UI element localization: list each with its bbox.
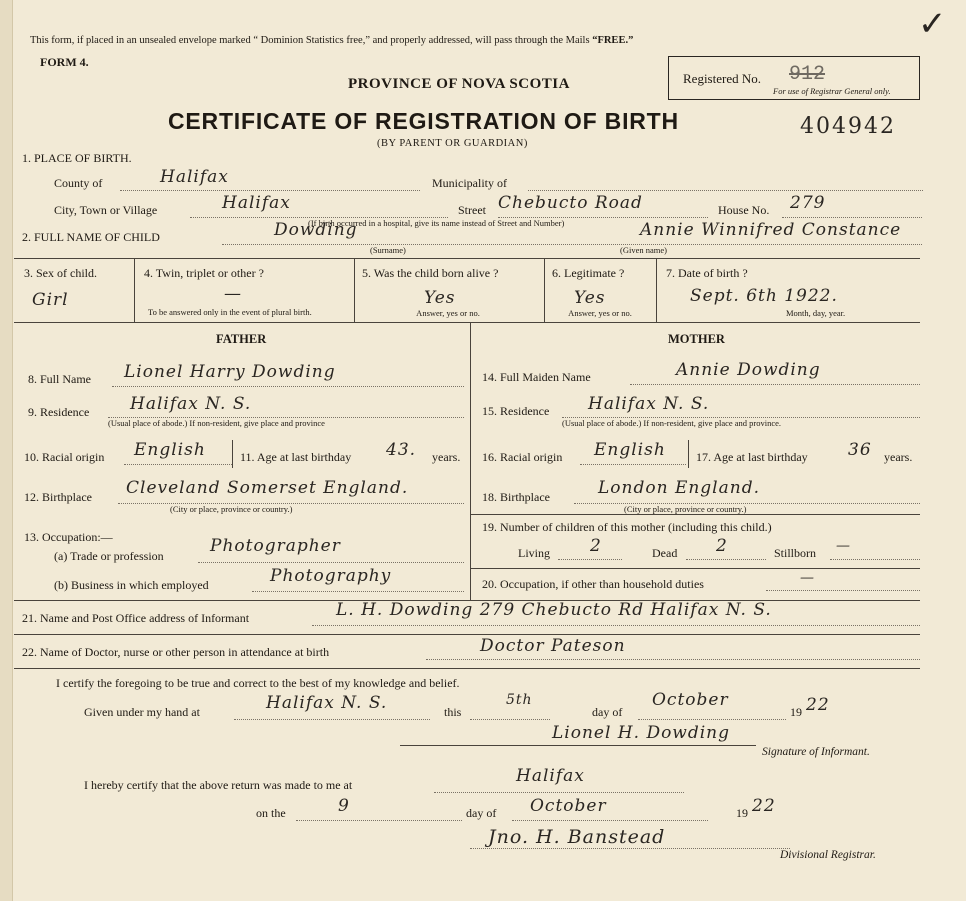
stillborn-value: — bbox=[836, 538, 851, 554]
mailing-notice bbox=[30, 35, 633, 46]
check-mark: ✓ bbox=[918, 4, 948, 44]
mother-residence-label: 15. Residence bbox=[482, 404, 550, 418]
mother-name-label: 14. Full Maiden Name bbox=[482, 370, 591, 384]
sex-label: 3. Sex of child. bbox=[24, 266, 97, 280]
form-number: FORM 4. bbox=[40, 55, 89, 69]
living-value: 2 bbox=[590, 536, 602, 556]
row3-divider-2 bbox=[354, 258, 355, 322]
trade-label: (a) Trade or profession bbox=[54, 549, 164, 563]
father-heading: FATHER bbox=[216, 332, 267, 346]
county-value: Halifax bbox=[160, 167, 229, 187]
informant-line bbox=[312, 625, 920, 626]
child-name-line bbox=[222, 244, 922, 245]
certification-statement: I certify the foregoing to be true and correct to the best of my knowledge and belief. bbox=[56, 676, 460, 690]
registrar-month-line bbox=[512, 820, 708, 821]
twin-label: 4. Twin, triplet or other ? bbox=[144, 266, 264, 280]
registration-number-box bbox=[668, 56, 920, 100]
father-birthplace-note: (City or place, province or country.) bbox=[170, 504, 293, 514]
mother-name-value: Annie Dowding bbox=[676, 360, 821, 380]
father-age-value: 43. bbox=[386, 440, 417, 460]
father-racial-label: 10. Racial origin bbox=[24, 450, 105, 464]
mother-occupation-line bbox=[766, 590, 920, 591]
cert-day-line bbox=[470, 719, 550, 720]
father-name-label: 8. Full Name bbox=[28, 372, 91, 386]
province-heading: PROVINCE OF NOVA SCOTIA bbox=[348, 76, 570, 92]
mother-heading: MOTHER bbox=[668, 332, 725, 346]
mother-occupation-label: 20. Occupation, if other than household duties bbox=[482, 577, 704, 591]
row3-divider-3 bbox=[544, 258, 545, 322]
occupation-label: 13. Occupation:— bbox=[24, 530, 113, 544]
living-line bbox=[558, 559, 622, 560]
city-value: Halifax bbox=[222, 193, 291, 213]
mother-birthplace-value: London England. bbox=[598, 478, 760, 498]
certification-top-rule bbox=[14, 668, 920, 669]
date-of-birth-value: Sept. 6th 1922. bbox=[690, 286, 838, 306]
registrar-day-line bbox=[296, 820, 462, 821]
date-of-birth-note: Month, day, year. bbox=[786, 308, 846, 318]
dead-line bbox=[686, 559, 766, 560]
child-surname-value: Dowding bbox=[274, 220, 358, 240]
mother-residence-value: Halifax N. S. bbox=[588, 394, 710, 414]
sex-value: Girl bbox=[32, 290, 69, 310]
cert-year-value: 22 bbox=[806, 695, 830, 715]
child-given-name-value: Annie Winnifred Constance bbox=[640, 220, 902, 240]
given-place-line bbox=[234, 719, 430, 720]
mother-age-divider bbox=[688, 440, 689, 468]
county-line bbox=[120, 190, 420, 191]
registrar-month-value: October bbox=[530, 796, 607, 816]
mother-birthplace-label: 18. Birthplace bbox=[482, 490, 550, 504]
father-residence-note: (Usual place of abode.) If non-resident, give place and province bbox=[108, 418, 325, 428]
municipality-label: Municipality of bbox=[432, 176, 507, 190]
mailing-notice-free: “FREE.” bbox=[592, 35, 634, 46]
doctor-top-rule bbox=[14, 634, 920, 635]
child-name-heading: 2. FULL NAME OF CHILD bbox=[22, 230, 160, 244]
born-alive-note: Answer, yes or no. bbox=[416, 308, 480, 318]
father-residence-label: 9. Residence bbox=[28, 405, 90, 419]
registrar-year-value: 22 bbox=[752, 796, 776, 816]
registered-number: 912 bbox=[789, 63, 826, 86]
mailing-notice-text: This form, if placed in an unsealed envelope marked “ Dominion Statistics free,” and properly addressed, will pass through the Mails bbox=[30, 35, 593, 46]
given-under-hand-label: Given under my hand at bbox=[84, 705, 200, 719]
informant-signature-line bbox=[400, 745, 756, 746]
registrar-year-prefix: 19 bbox=[736, 806, 748, 820]
registrar-place-value: Halifax bbox=[516, 766, 585, 786]
registrar-signature: Jno. H. Banstead bbox=[488, 826, 666, 848]
father-age-label: 11. Age at last birthday bbox=[240, 450, 352, 464]
born-alive-label: 5. Was the child born alive ? bbox=[362, 266, 499, 280]
house-number-label: House No. bbox=[718, 203, 770, 217]
municipality-line bbox=[528, 190, 923, 191]
mother-name-line bbox=[630, 384, 920, 385]
trade-value: Photographer bbox=[210, 536, 341, 556]
cert-day-value: 5th bbox=[506, 692, 533, 708]
mother-racial-label: 16. Racial origin bbox=[482, 450, 563, 464]
registrar-place-line bbox=[434, 792, 684, 793]
mother-age-value: 36 bbox=[848, 440, 872, 460]
business-value: Photography bbox=[270, 566, 392, 586]
father-birthplace-value: Cleveland Somerset England. bbox=[126, 478, 409, 498]
legitimate-note: Answer, yes or no. bbox=[568, 308, 632, 318]
mother-age-unit: years. bbox=[884, 450, 913, 464]
mother-age-label: 17. Age at last birthday bbox=[696, 450, 808, 464]
father-name-value: Lionel Harry Dowding bbox=[124, 362, 336, 382]
father-racial-value: English bbox=[134, 440, 206, 460]
cert-year-prefix: 19 bbox=[790, 705, 802, 719]
father-name-line bbox=[112, 386, 464, 387]
row3-top-rule bbox=[14, 258, 920, 259]
this-label: this bbox=[444, 705, 462, 719]
mother-racial-line bbox=[580, 464, 686, 465]
file-number: 404942 bbox=[800, 114, 896, 139]
registrar-day-of-label: day of bbox=[466, 806, 497, 820]
city-label: City, Town or Village bbox=[54, 203, 158, 217]
county-label: County of bbox=[54, 176, 103, 190]
registrar-caption: Divisional Registrar. bbox=[780, 849, 876, 861]
informant-label: 21. Name and Post Office address of Informant bbox=[22, 611, 250, 625]
dead-value: 2 bbox=[716, 536, 728, 556]
twin-value: — bbox=[224, 284, 242, 304]
informant-value: L. H. Dowding 279 Chebucto Rd Halifax N. S. bbox=[336, 600, 772, 620]
mother-occupation-value: — bbox=[800, 570, 815, 586]
mother-racial-value: English bbox=[594, 440, 666, 460]
stillborn-line bbox=[830, 559, 920, 560]
cert-month-line bbox=[638, 719, 786, 720]
street-value: Chebucto Road bbox=[498, 193, 643, 213]
mother-birthplace-note: (City or place, province or country.) bbox=[624, 504, 747, 514]
trade-line bbox=[198, 562, 464, 563]
informant-signature-caption: Signature of Informant. bbox=[762, 746, 870, 758]
row3-divider-1 bbox=[134, 258, 135, 322]
father-age-unit: years. bbox=[432, 450, 461, 464]
registrar-signature-line bbox=[470, 848, 790, 849]
stillborn-label: Stillborn bbox=[774, 546, 817, 560]
place-of-birth-heading: 1. PLACE OF BIRTH. bbox=[22, 151, 132, 165]
children-count-label: 19. Number of children of this mother (including this child.) bbox=[482, 520, 772, 534]
parents-center-divider bbox=[470, 322, 471, 600]
hospital-note: (If birth occurred in a hospital, give its name instead of Street and Number) bbox=[308, 218, 565, 228]
date-of-birth-label: 7. Date of birth ? bbox=[666, 266, 748, 280]
doctor-label: 22. Name of Doctor, nurse or other person in attendance at birth bbox=[22, 645, 330, 659]
mother-residence-note: (Usual place of abode.) If non-resident, give place and province. bbox=[562, 418, 782, 428]
surname-caption: (Surname) bbox=[370, 245, 406, 255]
house-number-value: 279 bbox=[790, 193, 826, 213]
dead-label: Dead bbox=[652, 546, 678, 560]
registrar-day-value: 9 bbox=[338, 796, 350, 816]
registrar-use-note: For use of Registrar General only. bbox=[773, 86, 891, 96]
mother-occupation-rule bbox=[470, 568, 920, 569]
business-line bbox=[252, 591, 464, 592]
father-birthplace-label: 12. Birthplace bbox=[24, 490, 92, 504]
mother-children-rule bbox=[470, 514, 920, 515]
row3-bottom-rule bbox=[14, 322, 920, 323]
legitimate-value: Yes bbox=[574, 288, 606, 308]
father-racial-line bbox=[124, 464, 232, 465]
legitimate-label: 6. Legitimate ? bbox=[552, 266, 625, 280]
informant-signature: Lionel H. Dowding bbox=[552, 723, 731, 743]
certificate-subtitle: (BY PARENT OR GUARDIAN) bbox=[377, 138, 528, 149]
father-age-divider bbox=[232, 440, 233, 468]
father-residence-value: Halifax N. S. bbox=[130, 394, 252, 414]
registered-label: Registered No. bbox=[683, 71, 761, 86]
left-binding-strip bbox=[0, 0, 13, 901]
registrar-on-the-label: on the bbox=[256, 806, 286, 820]
row3-divider-4 bbox=[656, 258, 657, 322]
business-label: (b) Business in which employed bbox=[54, 578, 209, 592]
living-label: Living bbox=[518, 546, 550, 560]
doctor-value: Doctor Pateson bbox=[480, 636, 626, 656]
twin-note: To be answered only in the event of plural birth. bbox=[148, 307, 312, 317]
certificate-title: CERTIFICATE OF REGISTRATION OF BIRTH bbox=[168, 108, 679, 134]
registrar-statement: I hereby certify that the above return was made to me at bbox=[84, 778, 353, 792]
street-label: Street bbox=[458, 203, 486, 217]
given-place-value: Halifax N. S. bbox=[266, 693, 388, 713]
given-name-caption: (Given name) bbox=[620, 245, 667, 255]
cert-day-of-label: day of bbox=[592, 705, 623, 719]
house-number-line bbox=[782, 217, 922, 218]
born-alive-value: Yes bbox=[424, 288, 456, 308]
cert-month-value: October bbox=[652, 690, 729, 710]
doctor-line bbox=[426, 659, 920, 660]
